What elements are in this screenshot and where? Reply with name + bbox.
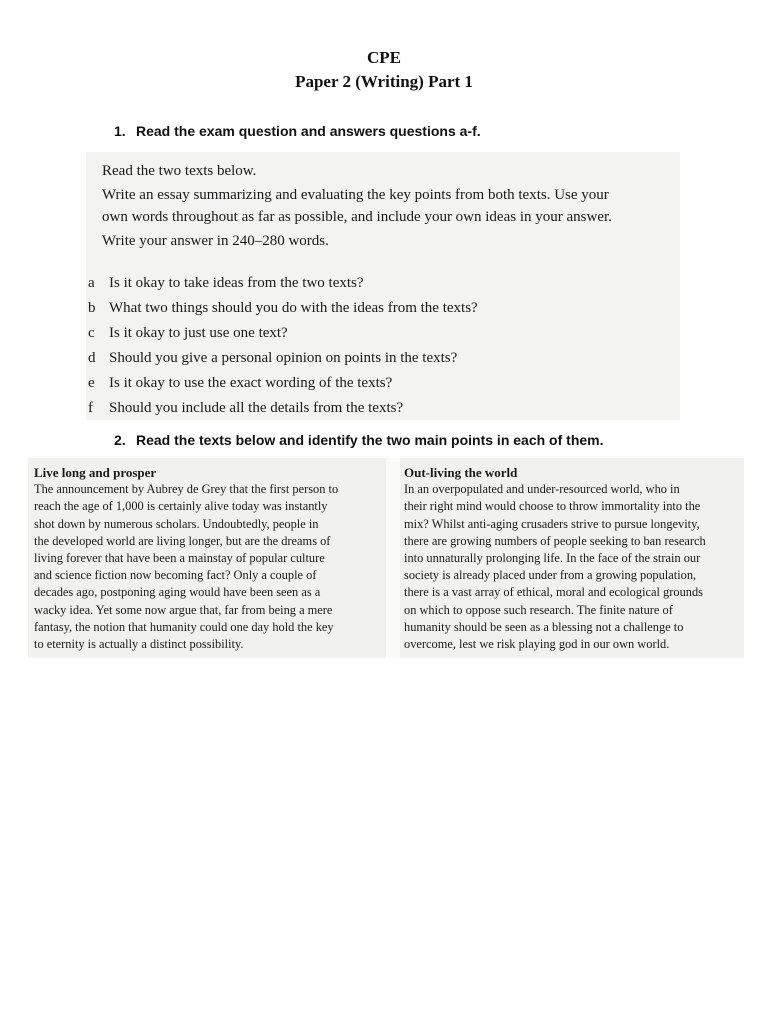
question-item [86,346,680,371]
instruction-2-text: Read the texts below and identify the two main points in each of them. [136,432,604,448]
instruction-1-text: Read the exam question and answers questions a-f. [136,123,481,139]
question-letter: a [88,275,95,291]
text-line: and science fiction now becoming fact? Only a couple of [34,568,317,583]
exam-prompt-line: Write an essay summarizing and evaluating the key points from both texts. Use your [102,187,609,203]
question-text: What two things should you do with the ideas from the texts? [109,300,478,316]
text-line: overcome, lest we risk playing god in our own world. [404,637,670,652]
text-live-long-and-prosper [34,464,392,653]
question-text: Should you give a personal opinion on points in the texts? [109,350,458,366]
question-letter: b [88,300,96,316]
instruction-2-number: 2. [114,432,126,448]
question-letter: e [88,375,95,391]
text-line: fantasy, the notion that humanity could one day hold the key [34,619,334,634]
question-text: Is it okay to take ideas from the two texts? [109,275,364,291]
document-title: CPE [367,48,401,67]
text-line: to eternity is actually a distinct possibility. [34,637,244,652]
question-text: Is it okay to just use one text? [109,325,288,341]
text-line: the developed world are living longer, but are the dreams of [34,533,331,548]
reading-texts-scan [28,458,744,658]
text-line: humanity should be seen as a blessing not a challenge to [404,619,684,634]
question-text: Should you include all the details from the texts? [109,400,404,416]
text-line: there is a vast array of ethical, moral and ecological grounds [404,585,703,600]
exam-prompt [102,160,678,252]
text-line: society is already placed under from a growing population, [404,568,697,583]
text-line: mix? Whilst anti-aging crusaders strive to pursue longevity, [404,516,700,531]
question-item [86,296,680,321]
text-line: shot down by numerous scholars. Undoubtedly, people in [34,516,319,531]
exam-prompt-line: Write your answer in 240–280 words. [102,233,329,249]
text-line: The announcement by Aubrey de Grey that the first person to [34,482,339,497]
text-title: Live long and prosper [34,465,157,480]
question-list [86,271,680,421]
text-out-living-the-world [404,464,740,653]
question-item [86,396,680,421]
text-title: Out-living the world [404,465,518,480]
instruction-2 [114,431,604,449]
question-item [86,321,680,346]
question-item [86,271,680,296]
document-subtitle: Paper 2 (Writing) Part 1 [295,72,473,91]
question-letter: d [88,350,96,366]
instruction-1 [114,122,481,140]
text-line: decades ago, postponing aging would have been seen as a [34,585,321,600]
question-letter: c [88,325,95,341]
text-line: wacky idea. Yet some now argue that, far from being a mere [34,602,333,617]
text-line: there are growing numbers of people seeking to ban research [404,533,706,548]
document-header [0,46,768,94]
question-item [86,371,680,396]
instruction-1-number: 1. [114,123,126,139]
question-letter: f [88,400,93,416]
text-line: their right mind would choose to throw immortality into the [404,499,701,514]
exam-prompt-line: own words throughout as far as possible, and include your own ideas in your answer. [102,209,612,225]
question-text: Is it okay to use the exact wording of the texts? [109,375,393,391]
exam-question-scan [86,152,680,420]
text-line: In an overpopulated and under-resourced world, who in [404,482,680,497]
text-line: living forever that have been a mainstay of popular culture [34,551,325,566]
text-line: reach the age of 1,000 is certainly alive today was instantly [34,499,328,514]
text-line: on which to oppose such research. The finite nature of [404,602,673,617]
exam-prompt-line: Read the two texts below. [102,163,257,179]
text-line: into unnaturally prolonging life. In the face of the strain our [404,551,701,566]
